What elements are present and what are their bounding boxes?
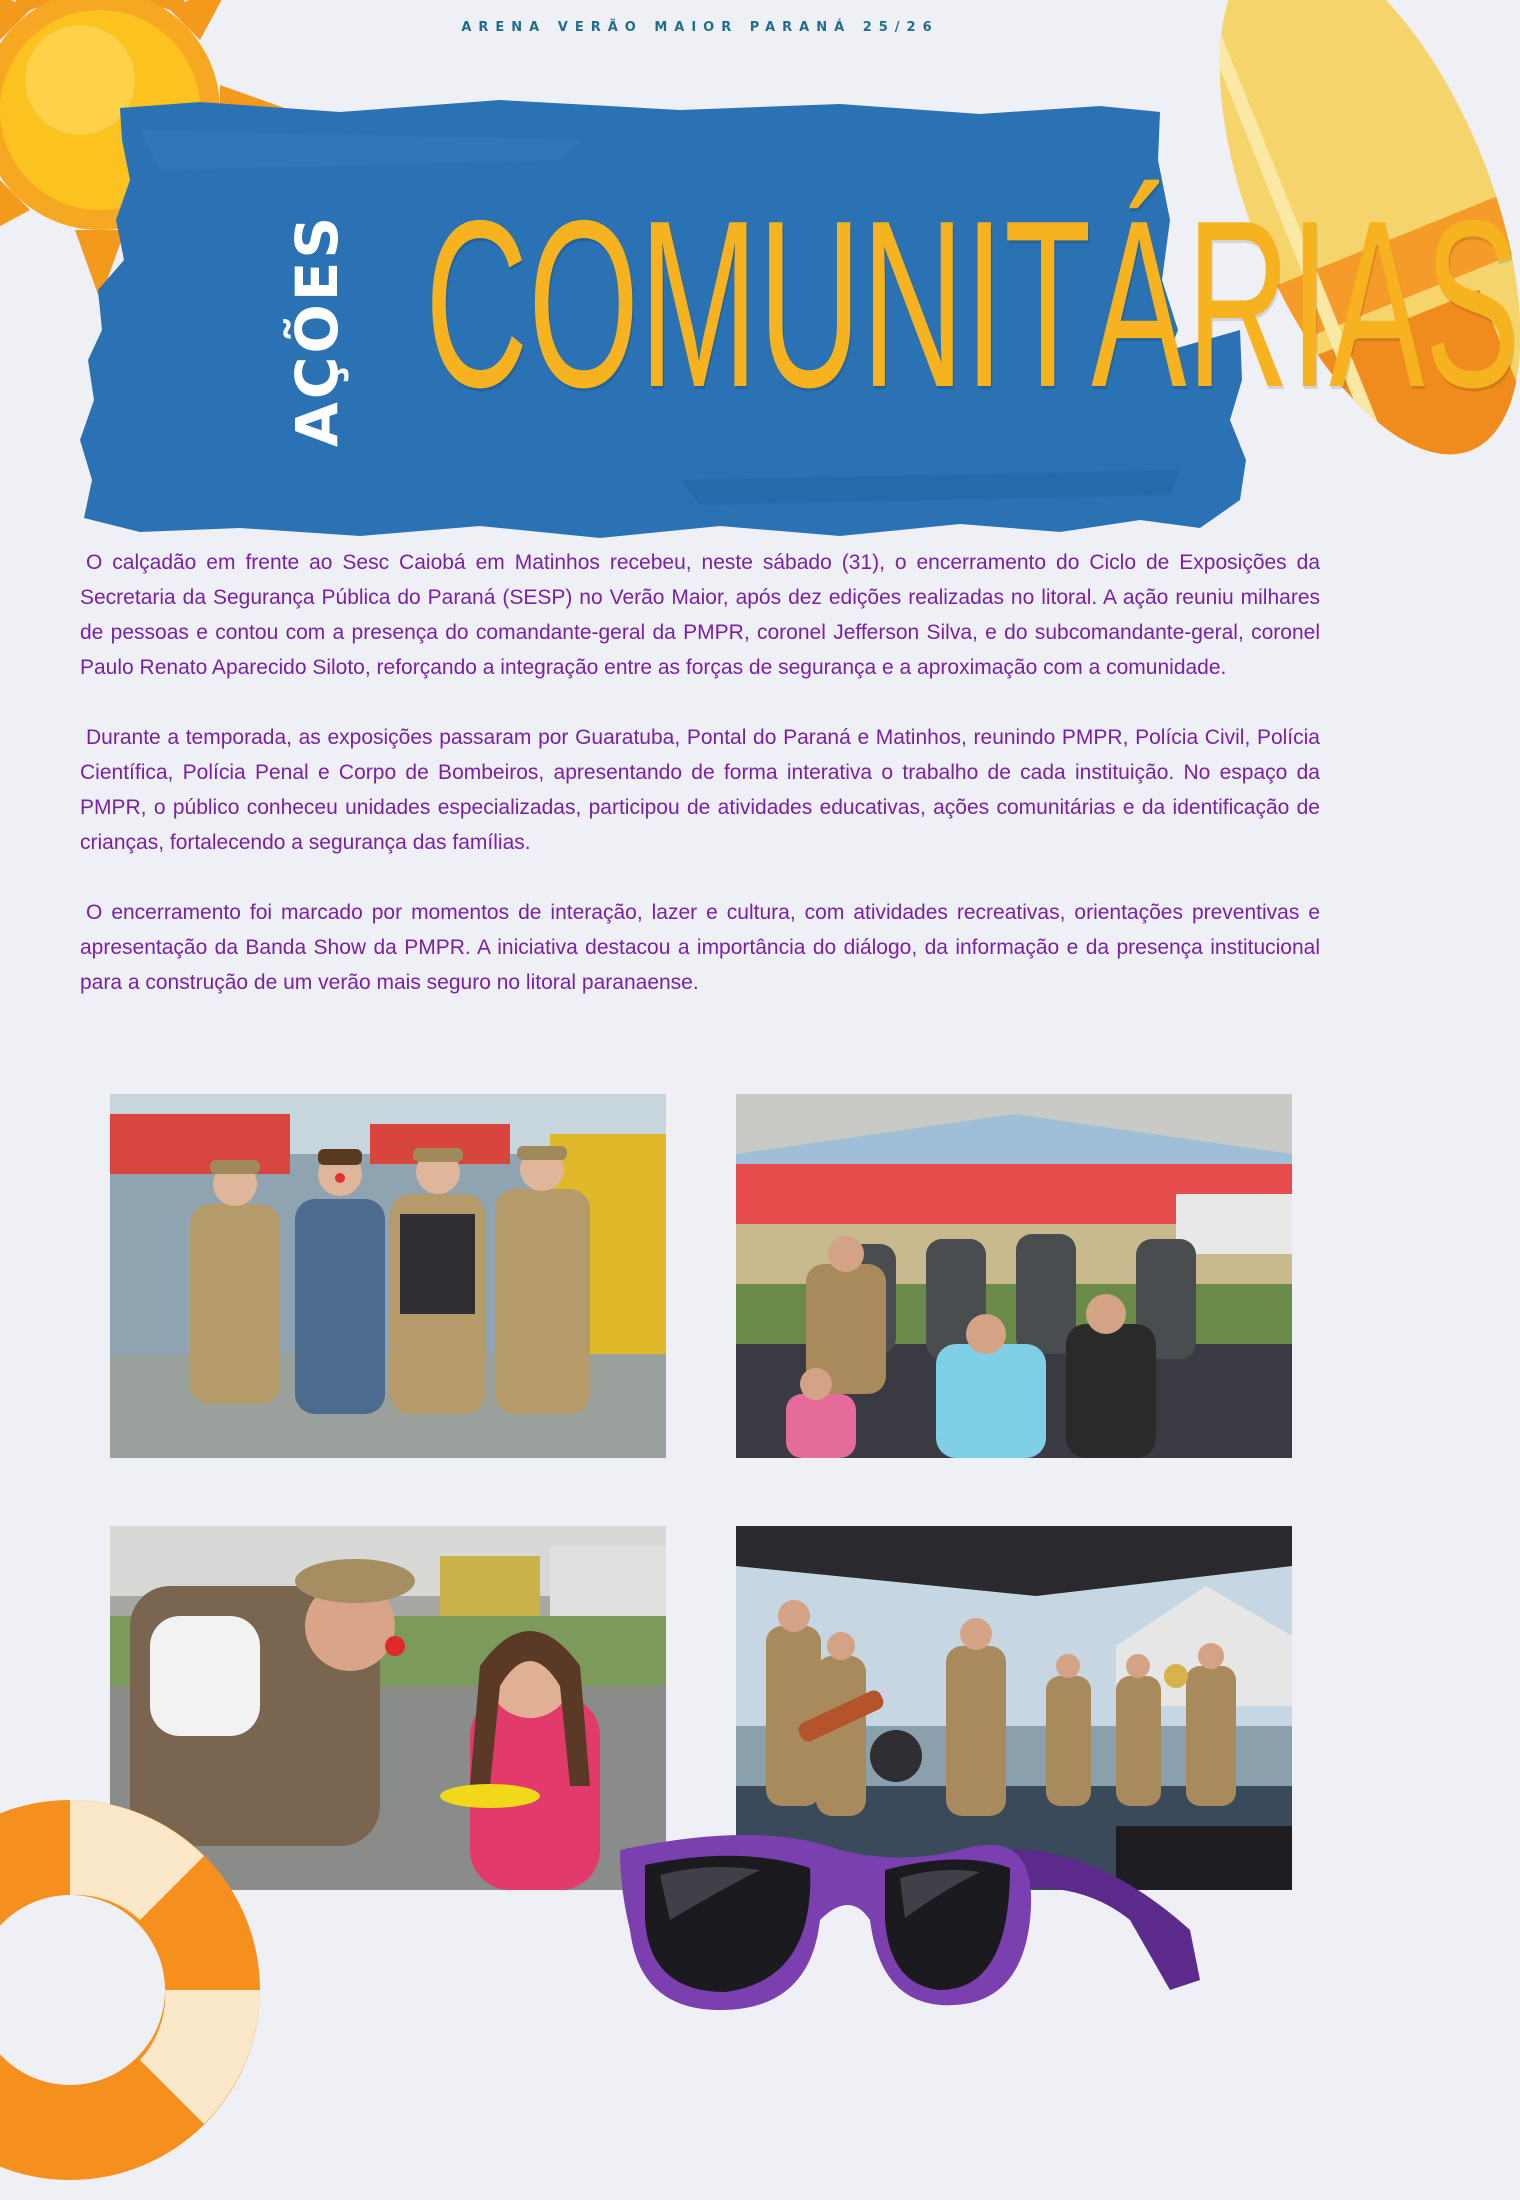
lifebuoy-icon	[0, 1780, 280, 2200]
paragraph-2: Durante a temporada, as exposições passaram por Guaratuba, Pontal do Paraná e Matinhos, reunindo PMPR, Polícia Civil, Polícia Científica, Polícia Penal e Corpo de Bombeiros, apresentando de forma interativa o trabalho de cada instituição. No espaço da PMPR, o público conheceu unidades especializadas, participou de atividades educativas, ações comunitárias e da identificação de crianças, fortalecendo a segurança das famílias.	[80, 726, 1320, 854]
title-vertical: AÇÕES	[283, 213, 351, 447]
sunglasses-icon	[610, 1810, 1210, 2010]
paragraph-3: O encerramento foi marcado por momentos de interação, lazer e cultura, com atividades recreativas, orientações preventivas e apresentação da Banda Show da PMPR. A iniciativa destacou a importância do diálogo, da informação e da presença institucional para a construção de um verão mais seguro no litoral paranaense.	[80, 901, 1320, 994]
header-tag: ARENA VERÃO MAIOR PARANÁ 25/26	[461, 20, 939, 35]
paragraph-1: O calçadão em frente ao Sesc Caiobá em Matinhos recebeu, neste sábado (31), o encerramento do Ciclo de Exposições da Secretaria da Segurança Pública do Paraná (SESP) no Verão Maior, após dez edições realizadas no litoral. A ação reuniu milhares de pessoas e contou com a presença do comandante-geral da PMPR, coronel Jefferson Silva, e do subcomandante-geral, coronel Paulo Renato Aparecido Siloto, reforçando a integração entre as forças de segurança e a aproximação com a comunidade.	[80, 551, 1320, 679]
article-body	[80, 545, 1320, 1035]
photo-tent-kids-officers	[736, 1094, 1292, 1458]
page-title: COMUNITÁRIAS	[425, 172, 1520, 437]
photo-officers-with-clown	[110, 1094, 666, 1458]
